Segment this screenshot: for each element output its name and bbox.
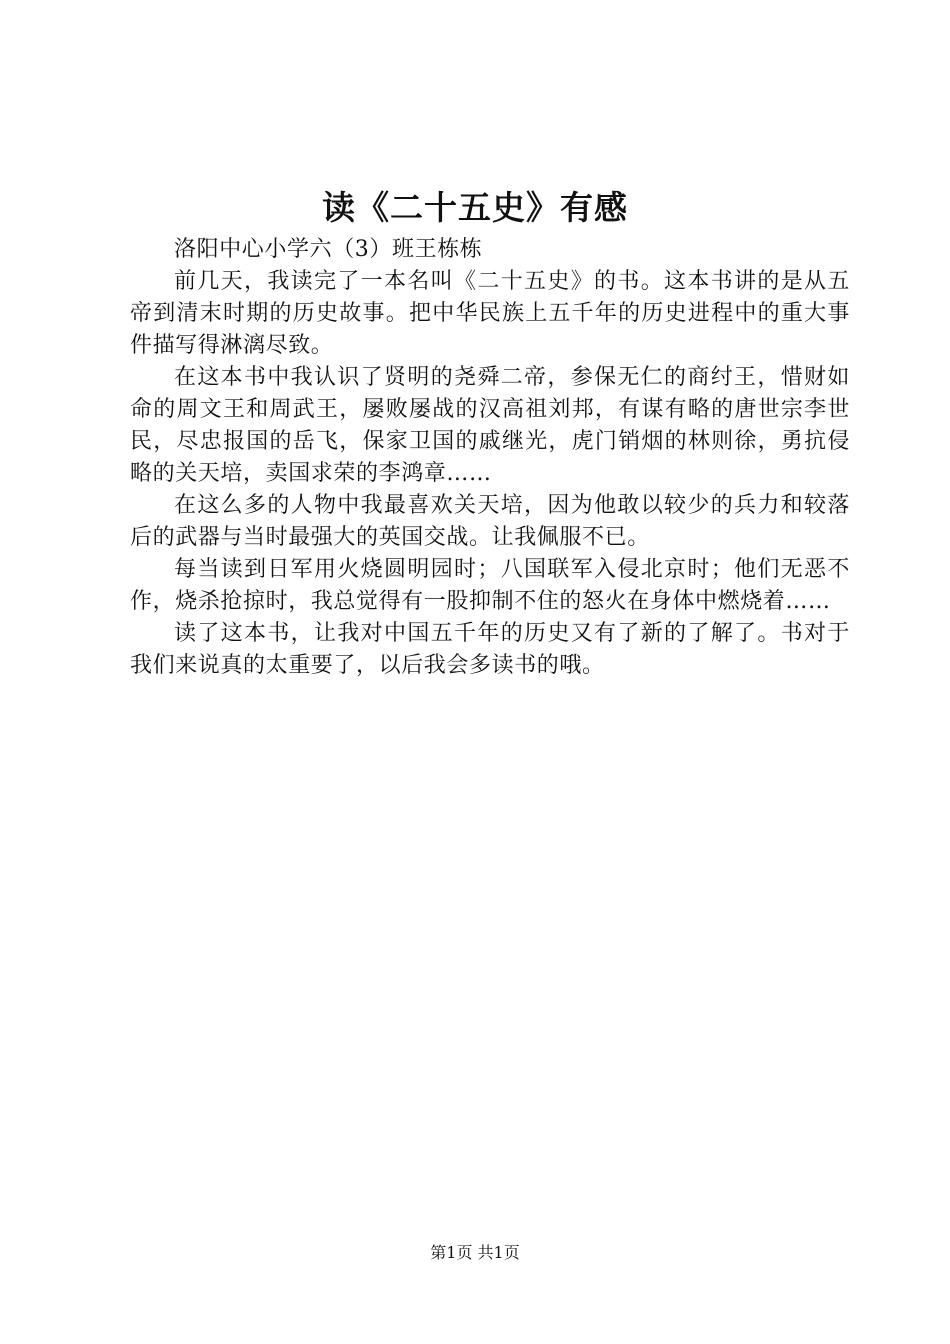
document-title: 读《二十五史》有感: [322, 188, 628, 227]
paragraph-1: 前几天，我读完了一本名叫《二十五史》的书。这本书讲的是从五帝到清末时期的历史故事。把中华民族上五千年的历史进程中的重大事件描写得淋漓尽致。: [130, 269, 850, 358]
paragraph-3: 在这么多的人物中我最喜欢关天培，因为他敢以较少的兵力和较落后的武器与当时最强大的英国交战。让我佩服不已。: [130, 493, 850, 550]
paragraph-2: 在这本书中我认识了贤明的尧舜二帝，参保无仁的商纣王，惜财如命的周文王和周武王，屡败屡战的汉高祖刘邦，有谋有略的唐世宗李世民，尽忠报国的岳飞，保家卫国的戚继光，虎门销烟的林则徐，勇抗侵略的关天培，卖国求荣的李鸿章……: [130, 365, 850, 486]
page-number-footer: 第1页 共1页: [430, 1243, 520, 1262]
author-line: 洛阳中心小学六（3）班王栋栋: [174, 237, 483, 262]
document-body: [130, 234, 850, 682]
paragraph-5: 读了这本书，让我对中国五千年的历史又有了新的了解了。书对于我们来说真的太重要了，以后我会多读书的哦。: [130, 621, 850, 678]
paragraph-4: 每当读到日军用火烧圆明园时；八国联军入侵北京时；他们无恶不作，烧杀抢掠时，我总觉得有一股抑制不住的怒火在身体中燃烧着……: [130, 557, 850, 614]
